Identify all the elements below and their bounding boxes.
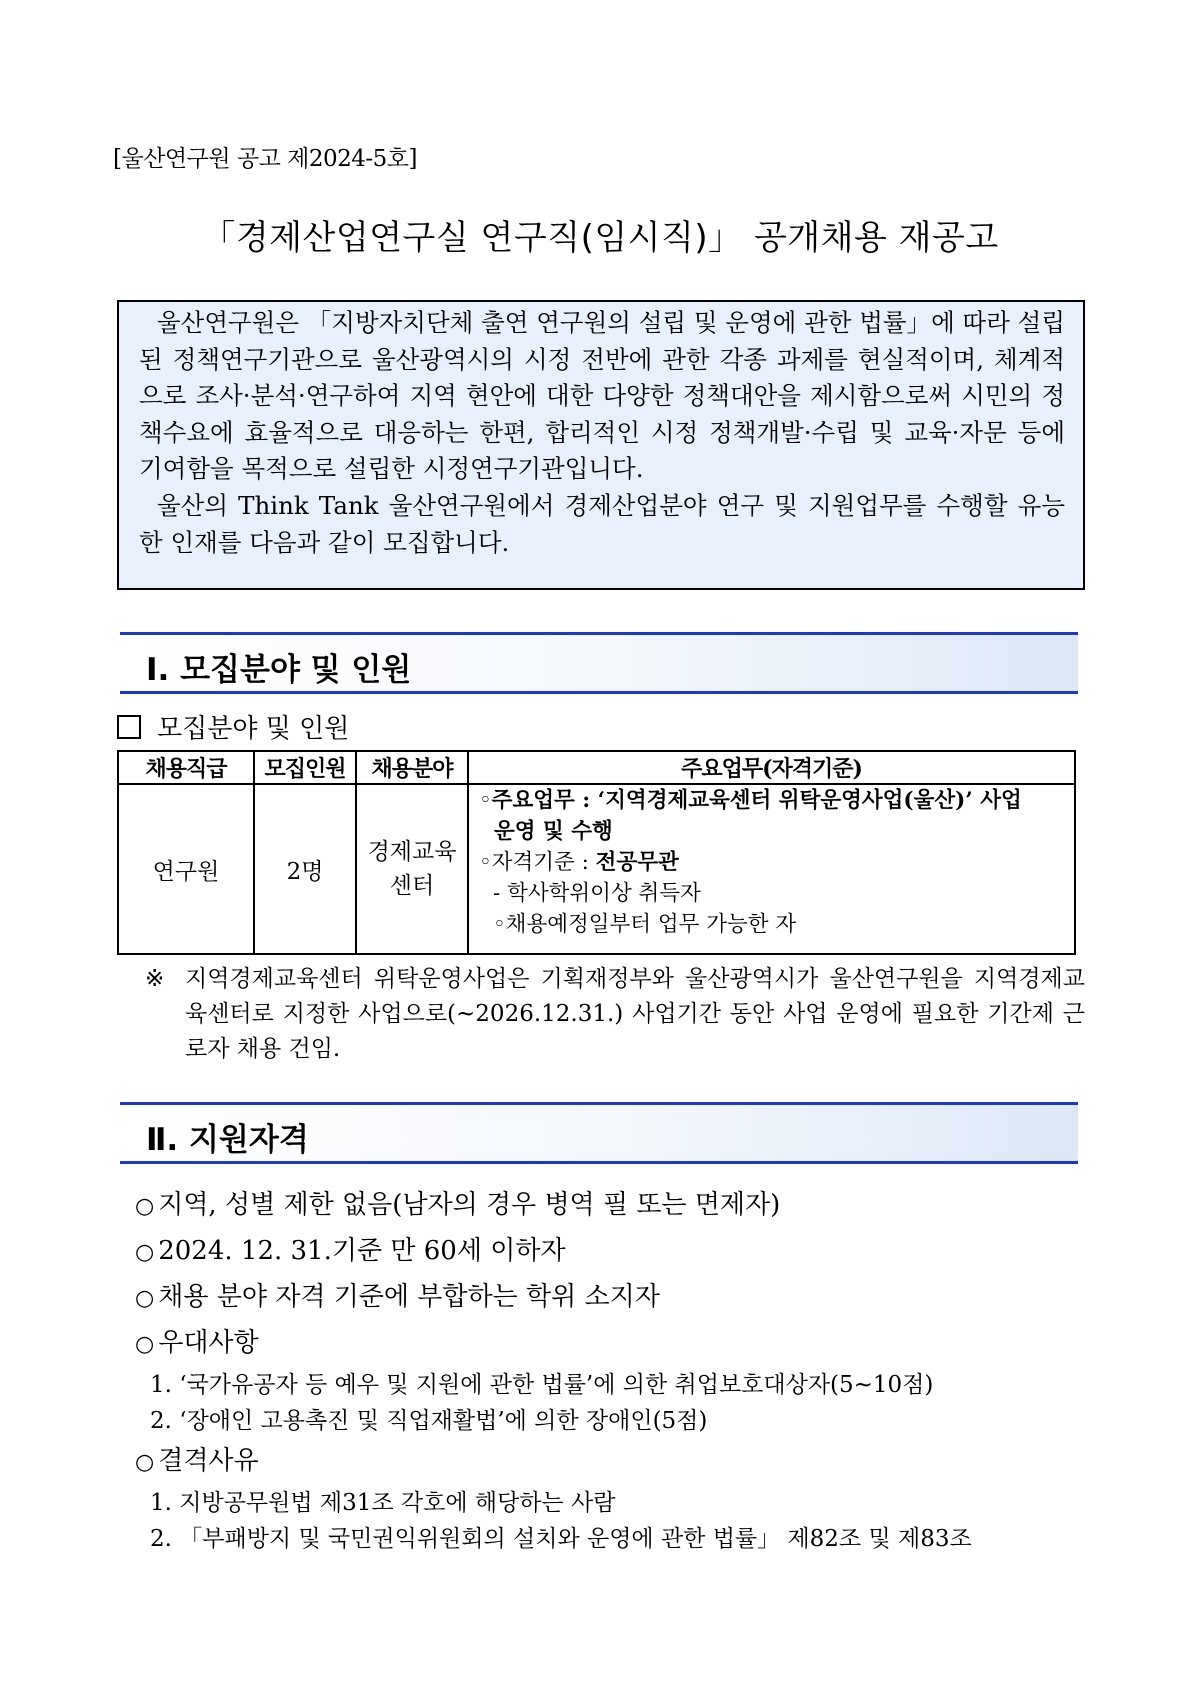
header-count: 모집인원 — [254, 751, 356, 784]
notice-number: [울산연구원 공고 제2024-5호] — [113, 146, 417, 172]
cell-duties — [468, 784, 1075, 954]
table-header-row — [118, 751, 1075, 784]
qual-value: 전공무관 — [595, 850, 679, 875]
header-position: 채용직급 — [118, 751, 254, 784]
qualification-item — [135, 1184, 780, 1221]
circle-bullet-icon: ○ — [135, 1194, 155, 1219]
duty-main — [479, 785, 1074, 816]
preference-title: 우대사항 — [158, 1328, 259, 1358]
preference-heading — [135, 1322, 259, 1359]
cell-field: 경제교육센터 — [356, 784, 468, 954]
subheading-recruitment — [117, 708, 349, 745]
preference-item-2: 2. ‘장애인 고용촉진 및 직업재활법’에 의한 장애인(5점) — [150, 1408, 708, 1434]
cell-position: 연구원 — [118, 784, 254, 954]
qualification-item — [135, 1276, 660, 1313]
qualification-line — [479, 847, 1074, 878]
qualification-text: 지역, 성별 제한 없음(남자의 경우 병역 필 또는 면제자) — [158, 1190, 781, 1220]
disqualification-item-2: 2. 「부패방지 및 국민권익위원회의 설치와 운영에 관한 법률」 제82조 및 제83조 — [150, 1526, 972, 1552]
section-2-title: Ⅱ. 지원자격 — [146, 1122, 309, 1158]
intro-paragraph-1: 울산연구원은 「지방자치단체 출연 연구원의 설립 및 운영에 관한 법률」에 따라 설립된 정책연구기관으로 울산광역시의 시정 전반에 관한 각종 과제를 현실적이며, 체계적으로 조사·분석·연구하여 지역 현안에 대한 다양한 정책대안을 제시함으로써 시민의 정책수요에 효율적으로 대응하는 한편, 합리적인 시정 정책개발·수립 및 교육·자문 등에 기여함을 목적으로 설립한 시정연구기관입니다. — [139, 308, 1065, 484]
circle-bullet-icon: ○ — [135, 1286, 155, 1311]
document-title: 「경제산업연구실 연구직(임시직)」 공개채용 재공고 — [201, 218, 999, 258]
qual-item-degree: - 학사학위이상 취득자 — [493, 881, 701, 906]
section-1-header — [120, 632, 1078, 694]
reference-mark-icon: ※ — [145, 966, 165, 992]
cell-count: 2명 — [254, 784, 356, 954]
qualification-text: 2024. 12. 31.기준 만 60세 이하자 — [158, 1236, 566, 1266]
footnote — [145, 962, 1085, 1067]
qualification-text: 채용 분야 자격 기준에 부합하는 학위 소지자 — [158, 1282, 660, 1312]
subheading-text: 모집분야 및 인원 — [157, 714, 350, 744]
checkbox-icon — [117, 715, 141, 739]
disqualification-heading — [135, 1440, 259, 1477]
duty-value-2: 운영 및 수행 — [494, 819, 613, 844]
section-2-header — [120, 1102, 1078, 1164]
qual-label: ◦자격기준 : — [479, 850, 596, 875]
disqualification-title: 결격사유 — [158, 1446, 259, 1476]
circle-bullet-icon: ○ — [135, 1240, 155, 1265]
header-duties: 주요업무(자격기준) — [468, 751, 1075, 784]
circle-bullet-icon: ○ — [135, 1332, 155, 1357]
disqualification-item-1: 1. 지방공무원법 제31조 각호에 해당하는 사람 — [150, 1490, 616, 1516]
qual-item-availability: ◦채용예정일부터 업무 가능한 자 — [493, 912, 797, 937]
intro-paragraph-2: 울산의 Think Tank 울산연구원에서 경제산업분야 연구 및 지원업무를 수행할 유능한 인재를 다음과 같이 모집합니다. — [139, 490, 1065, 557]
preference-item-1: 1. ‘국가유공자 등 예우 및 지원에 관한 법률’에 의한 취업보호대상자(5~10점) — [150, 1372, 934, 1398]
duty-value-1: ‘지역경제교육센터 위탁운영사업(울산)’ 사업 — [597, 788, 1022, 813]
section-1-title: Ⅰ. 모집분야 및 인원 — [146, 652, 412, 688]
recruitment-table — [117, 750, 1076, 955]
table-row — [118, 784, 1075, 954]
footnote-text: 지역경제교육센터 위탁운영사업은 기획재정부와 울산광역시가 울산연구원을 지역경제교육센터로 지정한 사업으로(~2026.12.31.) 사업기간 동안 사업 운영에 필요한 기간제 근로자 채용 건임. — [185, 966, 1085, 1062]
qualification-item — [135, 1230, 566, 1267]
header-field: 채용분야 — [356, 751, 468, 784]
duty-label: ◦주요업무 : — [479, 788, 598, 813]
intro-box — [117, 300, 1085, 590]
circle-bullet-icon: ○ — [135, 1450, 155, 1475]
